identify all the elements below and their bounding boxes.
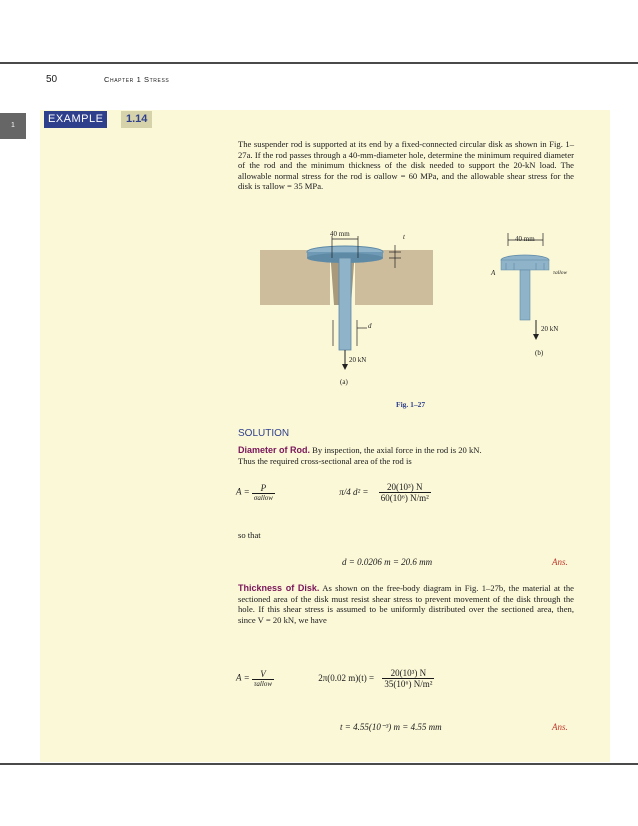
disk-text: As shown on the free-body diagram in Fig. 1–27b, the material at the sectioned area of the disk must resist shear stress to prevent movement of the disk through the hole. If this shear stress is assumed to be uniformly distributed over the sectioned area, then, since V = 20 kN, we have	[238, 583, 574, 625]
disk-b-edge	[501, 260, 549, 270]
equation-2	[236, 668, 434, 689]
eq2-rden: 35(10⁶) N/m²	[384, 679, 433, 689]
running-head: Chapter 1 Stress	[104, 75, 170, 84]
eq2-den: τallow	[253, 680, 272, 688]
dim-40mm-a: 40 mm	[330, 230, 350, 238]
eq2-lhs: A =	[236, 672, 250, 683]
eq2-rnum: 20(10³) N	[382, 668, 434, 679]
eq1-num: P	[252, 483, 275, 494]
dim-d-label: d	[368, 322, 372, 330]
disk-heading: Thickness of Disk.	[238, 583, 320, 593]
chapter-tab: 1	[0, 113, 26, 139]
example-number: 1.14	[121, 111, 152, 128]
figure-caption: Fig. 1–27	[396, 400, 426, 409]
result-1: d = 0.0206 m = 20.6 mm	[342, 557, 433, 567]
figure-a	[255, 228, 440, 393]
rod	[339, 258, 351, 350]
eq1-den: σallow	[253, 494, 273, 502]
eq2-fraction	[252, 669, 274, 688]
so-that-text: so that	[238, 530, 261, 540]
label-tau-allow: τallow	[553, 270, 568, 276]
load-arrowhead-b	[533, 334, 539, 340]
load-label-a: 20 kN	[349, 356, 367, 364]
result-2: t = 4.55(10⁻³) m = 4.55 mm	[340, 722, 442, 732]
disk-paragraph	[238, 583, 574, 625]
rod-heading: Diameter of Rod.	[238, 445, 311, 455]
top-rule	[0, 62, 638, 64]
eq2-num: V	[252, 669, 274, 680]
eq1-rhs-fraction	[379, 482, 431, 503]
bottom-rule	[0, 763, 638, 765]
equation-1	[236, 482, 431, 503]
rod-paragraph	[238, 445, 574, 466]
load-label-b: 20 kN	[541, 325, 559, 333]
dim-40mm-b: 40 mm	[515, 235, 535, 243]
caption-a: (a)	[340, 378, 348, 386]
eq1-fraction	[252, 483, 275, 502]
eq1-mid: π/4 d² =	[339, 486, 369, 497]
rod-b	[520, 270, 530, 320]
eq1-rnum: 20(10³) N	[379, 482, 431, 493]
eq2-mid: 2π(0.02 m)(t) =	[318, 672, 375, 683]
rod-text-2: Thus the required cross-sectional area of the rod is	[238, 455, 412, 466]
answer-marker-1: Ans.	[552, 557, 568, 567]
eq2-rhs-fraction	[382, 668, 434, 689]
figure-b	[500, 228, 580, 343]
problem-statement: The suspender rod is supported at its end by a fixed-connected circular disk as shown in Fig. 1–27a. If the rod passes through a 40-mm-diameter hole, determine the minimum required diameter of the rod and the minimum thickness of the disk needed to support the 20-kN load. The allowable normal stress for the rod is σallow = 60 MPa, and the allowable shear stress for the disk is τallow = 35 MPa.	[238, 139, 574, 192]
rod-text-1: By inspection, the axial force in the rod is 20 kN.	[312, 445, 482, 455]
solution-label: SOLUTION	[238, 428, 290, 439]
eq1-rden: 60(10⁶) N/m²	[380, 493, 429, 503]
page-number: 50	[46, 74, 58, 85]
example-label: EXAMPLE	[44, 111, 107, 128]
load-arrowhead-a	[342, 364, 348, 370]
dim-t-label: t	[403, 233, 405, 241]
example-panel	[40, 110, 610, 762]
label-A: A	[491, 269, 496, 277]
caption-b: (b)	[535, 349, 544, 357]
answer-marker-2: Ans.	[552, 722, 568, 732]
eq1-lhs: A =	[236, 486, 250, 497]
